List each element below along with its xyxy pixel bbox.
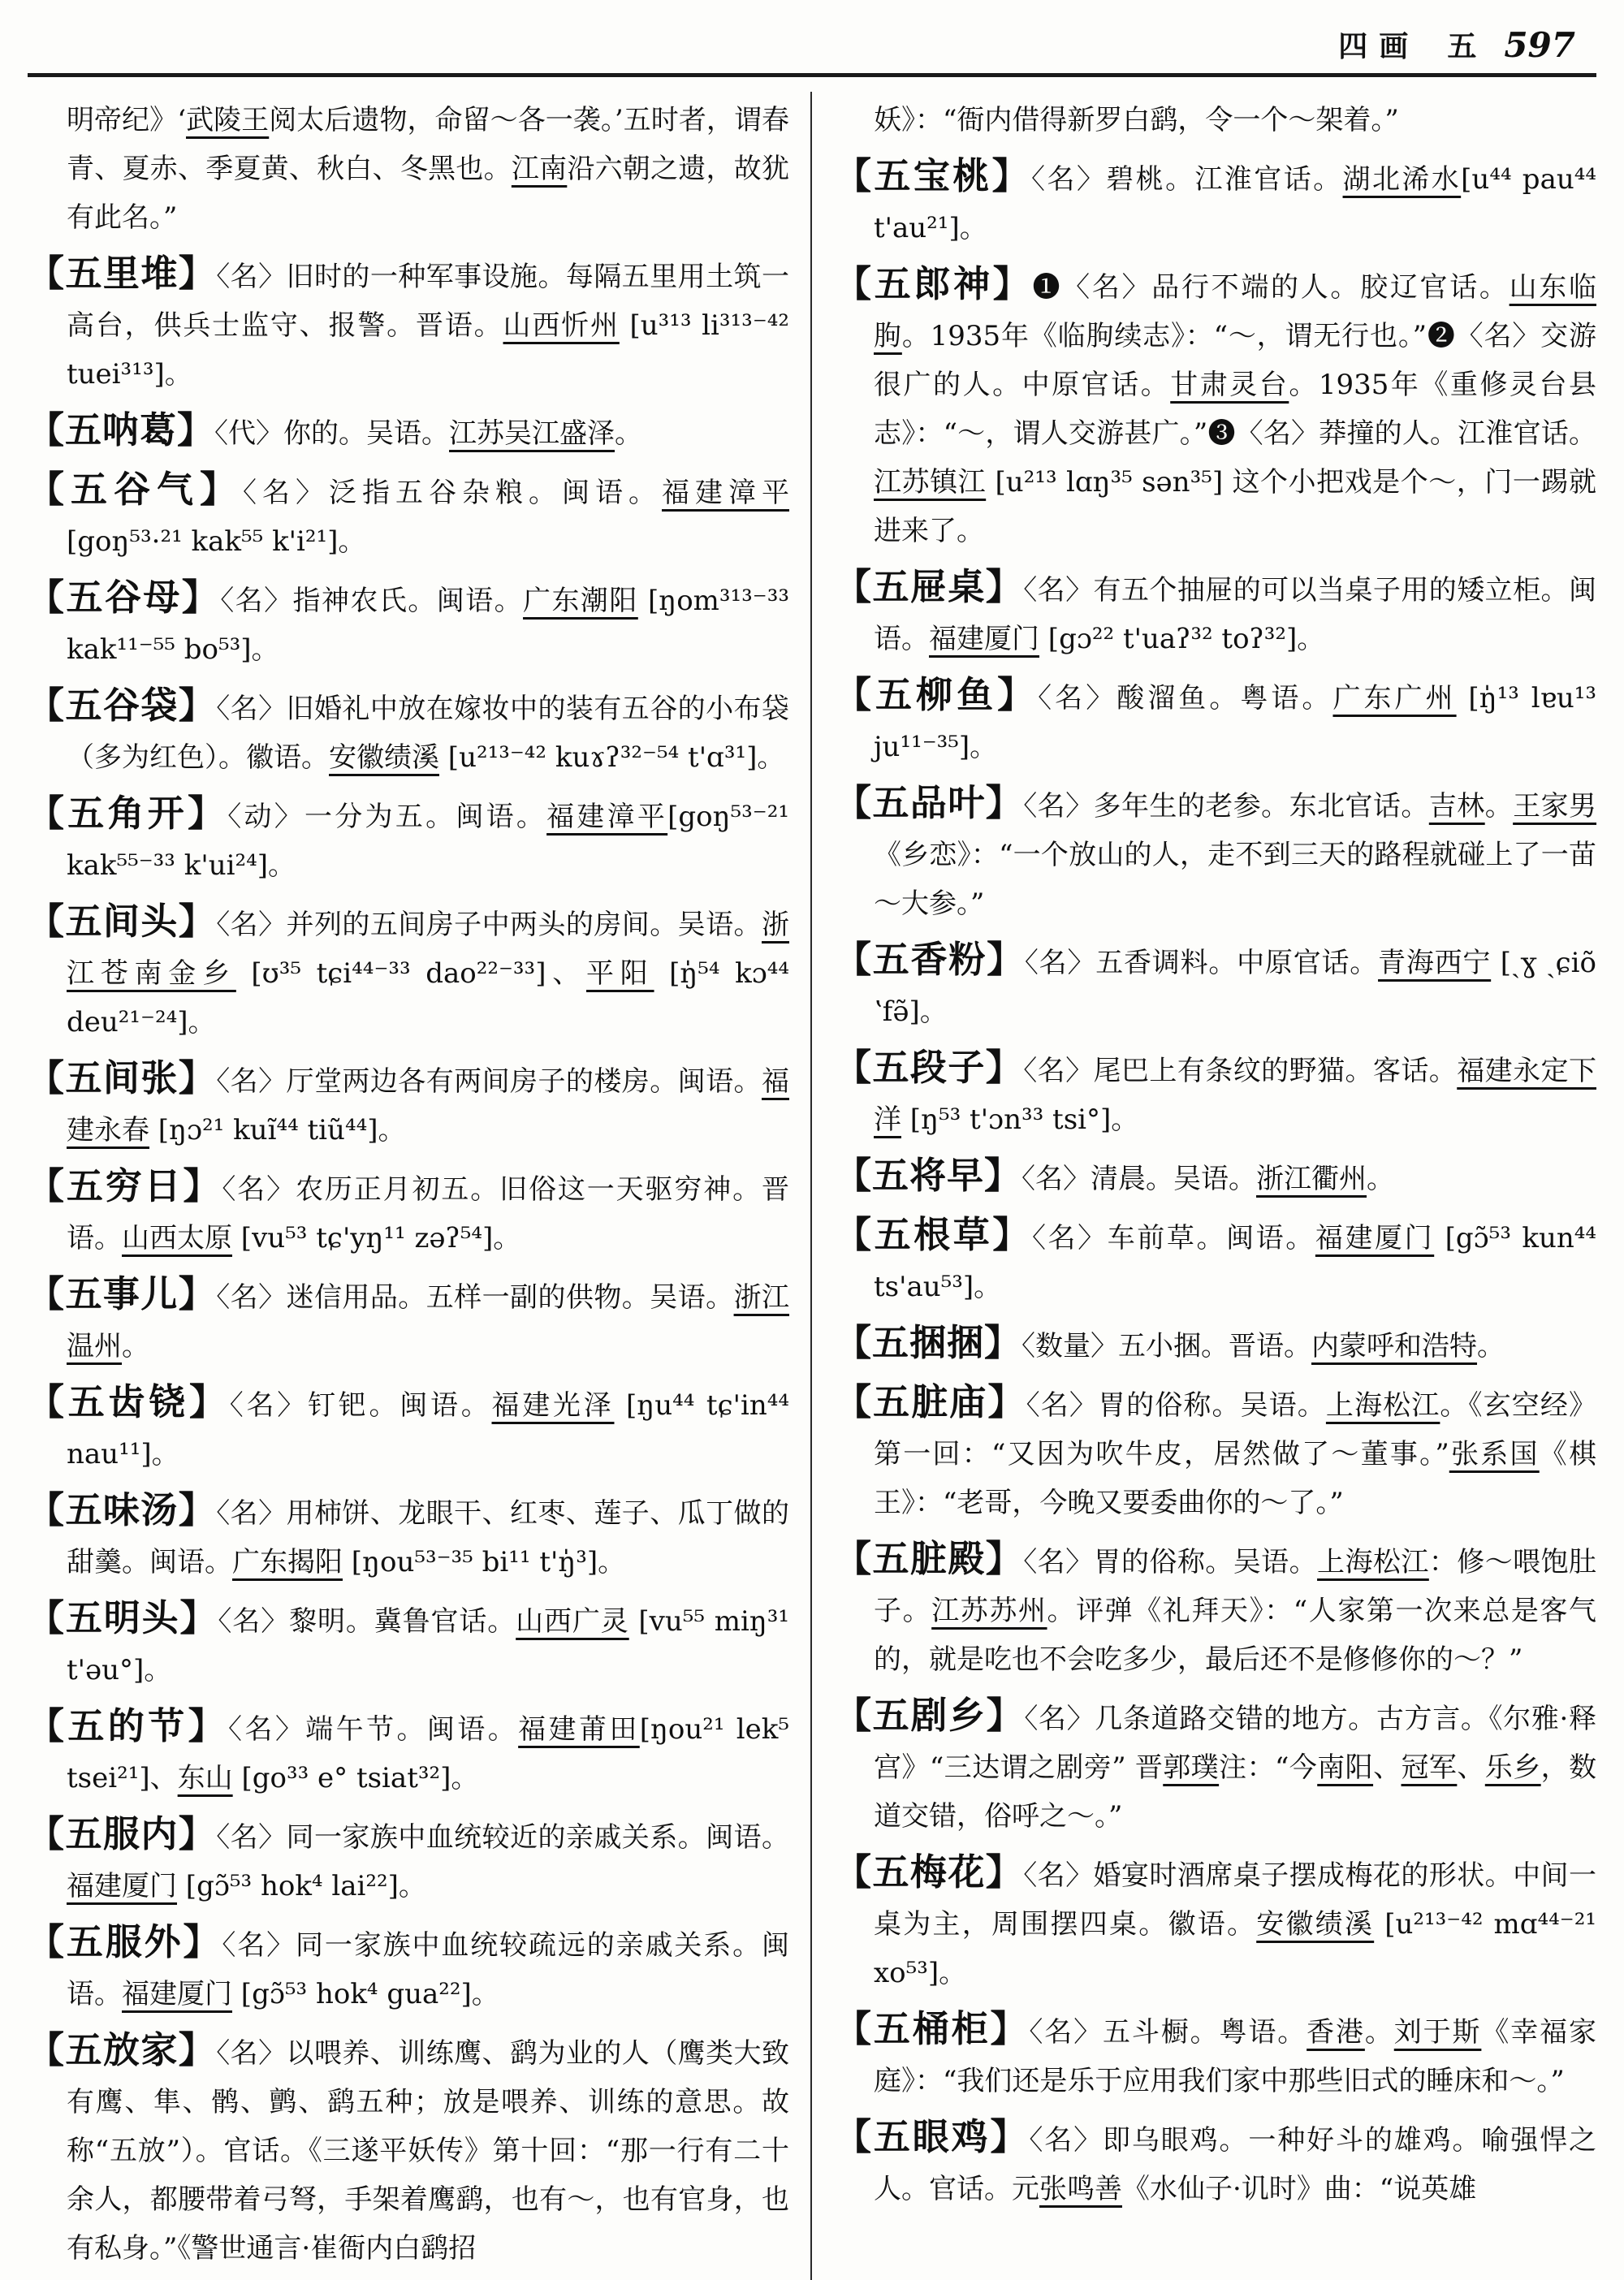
entry-text: 。 — [122, 1330, 149, 1362]
entry-text: 。评弹《礼拜天》：“人家第一次来总是客气的，就是吃也不会吃多少，最后还不是修修你的～？” — [874, 1595, 1596, 1676]
entry-text: 〈名〉以喂养、训练鹰、鹞为业的人（鹰类大致有鹰、隼、鹘、鹯、鹞五种；放是喂养、训练的意思。故称“五放”）。官话。《三遂平妖传》第十回：“那一行有二十余人，都腰带着弓弩，手架着鹰鹞，也有～，也有官身，也有私身。”《警世通言·崔衙内白鹞招 — [67, 2037, 789, 2265]
entry-text: [u⁴⁴ pau⁴⁴ t'au²¹]。 — [874, 163, 1597, 244]
entry-text: 〈动〉一分为五。闽语。 — [227, 801, 547, 833]
proper-noun: 上海松江 — [1317, 1546, 1429, 1578]
entry-text: 。 — [1484, 790, 1514, 823]
page-number: 597 — [1504, 25, 1575, 65]
proper-noun: 安徽绩溪 — [329, 741, 439, 774]
two-column-layout — [28, 92, 1596, 2280]
entry-text: [ʊ³⁵ tɕi⁴⁴⁻³³ dao²²⁻³³]、 — [235, 957, 586, 990]
entry-text: 〈名〉多年生的老参。东北官话。 — [1023, 790, 1429, 823]
proper-noun: 吉林 — [1428, 790, 1485, 823]
dictionary-entry — [28, 465, 789, 566]
entry-headword: 【五根草】 — [835, 1213, 1032, 1256]
entry-headword: 【五味汤】 — [28, 1488, 217, 1531]
entry-headword: 【五呐葛】 — [28, 408, 215, 451]
dictionary-entry — [28, 1054, 789, 1155]
entry-text: [ŋom³¹³⁻³³ kak¹¹⁻⁵⁵ bo⁵³]。 — [67, 585, 790, 666]
entry-text: 。 — [615, 417, 643, 450]
proper-noun: 山西广灵 — [516, 1605, 629, 1638]
dictionary-entry — [835, 779, 1596, 928]
entry-headword: 【五谷袋】 — [28, 684, 217, 727]
dictionary-entry — [835, 1319, 1596, 1371]
dictionary-entry — [28, 1810, 789, 1911]
dictionary-entry — [835, 563, 1596, 663]
entry-text: 。 — [1364, 2016, 1394, 2049]
proper-noun: 福建漳平 — [546, 801, 668, 833]
entry-headword: 【五角开】 — [28, 792, 228, 835]
dictionary-entry — [28, 406, 789, 458]
entry-headword: 【五间张】 — [28, 1056, 217, 1099]
entry-text: 〈名〉车前草。闽语。 — [1031, 1222, 1315, 1254]
proper-noun: 山西太原 — [122, 1222, 232, 1254]
proper-noun: 内蒙呼和浩特 — [1311, 1330, 1478, 1362]
entry-text: [goŋ⁵³⁻²¹ kak⁵⁵⁻³³ k'ui²⁴]。 — [67, 801, 789, 882]
entry-text: 〈名〉并列的五间房子中两头的房间。吴语。 — [216, 909, 762, 941]
entry-text: 、 — [1457, 1751, 1485, 1784]
entry-text: 〈名〉用柿饼、龙眼干、红枣、莲子、瓜丁做的甜羹。闽语。 — [67, 1497, 789, 1578]
proper-noun: 平阳 — [586, 957, 654, 990]
entry-headword: 【五的节】 — [28, 1704, 229, 1747]
dictionary-entry — [28, 2026, 789, 2273]
proper-noun: 江苏吴江盛泽 — [449, 417, 615, 450]
dictionary-entry — [835, 1691, 1596, 1841]
dictionary-entry — [835, 1378, 1596, 1527]
proper-noun: 浙江温州 — [67, 1281, 790, 1362]
entry-headword: 【五柳鱼】 — [835, 673, 1039, 716]
proper-noun: 山东临朐 — [874, 271, 1596, 352]
proper-noun: 青海西宁 — [1378, 947, 1492, 979]
entry-text: 《乡恋》：“一个放山的人，走不到三天的路程就碰上了一苗～大参。” — [874, 839, 1596, 920]
dictionary-entry — [28, 897, 789, 1047]
entry-text: [goŋ⁵³·²¹ kak⁵⁵ k'i²¹]。 — [67, 525, 366, 558]
header-rule — [28, 73, 1596, 77]
entry-headword: 【五谷气】 — [28, 468, 243, 511]
proper-noun: 福建厦门 — [929, 623, 1039, 655]
character-label: 五 — [1447, 29, 1477, 63]
dictionary-entry — [835, 152, 1596, 253]
entry-text: 〈名〉厅堂两边各有两间房子的楼房。闽语。 — [216, 1065, 762, 1098]
proper-noun: 南阳 — [1317, 1751, 1374, 1784]
dictionary-entry — [835, 671, 1596, 771]
proper-noun: 冠军 — [1401, 1751, 1458, 1784]
entry-headword: 【五香粉】 — [835, 938, 1025, 981]
entry-text: 〈名〉旧时的一种军事设施。每隔五里用土筑一高台，供兵士监守、报警。晋语。 — [67, 261, 789, 342]
entry-text: [ŋ⁵³ t'ɔn³³ tsi°]。 — [901, 1103, 1139, 1136]
entry-text: 《水仙子·讥时》曲：“说英雄 — [1122, 2173, 1477, 2205]
entry-text: 〈数量〉五小捆。晋语。 — [1021, 1330, 1312, 1362]
dictionary-entry — [835, 935, 1596, 1036]
proper-noun: 福建厦门 — [67, 1870, 177, 1902]
entry-text: 。1935年《重修灵台县志》：“～，谓人交游甚广。”❸〈名〉莽撞的人。江淮官话。 — [874, 369, 1597, 450]
entry-headword: 【五放家】 — [28, 2028, 217, 2071]
entry-text: [ŋou²¹ lek⁵ tsei²¹]、 — [67, 1713, 789, 1794]
entry-text: ❶〈名〉品行不端的人。胶辽官话。 — [1032, 271, 1510, 304]
entry-text: 。《玄空经》第一回：“又因为吹牛皮，居然做了～董事。” — [874, 1389, 1597, 1470]
entry-text: 〈名〉同一家族中血统较疏远的亲戚关系。闽语。 — [67, 1929, 789, 2010]
entry-text: 〈名〉端午节。闽语。 — [228, 1713, 519, 1746]
entry-headword: 【五里堆】 — [28, 252, 217, 295]
entry-continuation — [835, 96, 1596, 145]
proper-noun: 湖北浠水 — [1342, 163, 1462, 196]
entry-text: [ˎɣ ˎɕiõ ʽfə̃]。 — [874, 947, 1597, 1028]
section-label: 四画 — [1338, 29, 1420, 63]
entry-text: 〈名〉即乌眼鸡。一种好斗的雄鸡。喻强悍之人。官话。元 — [874, 2124, 1596, 2205]
entry-text: 〈名〉五斗橱。粤语。 — [1029, 2016, 1307, 2049]
entry-text: [ŋou⁵³⁻³⁵ bi¹¹ t'ŋ̍³]。 — [343, 1546, 626, 1578]
entry-text: 〈名〉指神农氏。闽语。 — [220, 585, 524, 617]
proper-noun: 福建光泽 — [491, 1389, 615, 1422]
entry-text: 〈名〉有五个抽屉的可以当桌子用的矮立柜。闽语。 — [874, 574, 1596, 655]
proper-noun: 张系国 — [1449, 1438, 1540, 1470]
dictionary-entry — [28, 1162, 789, 1263]
entry-text: 〈代〉你的。吴语。 — [214, 417, 450, 450]
entry-text: 。1935年《临朐续志》：“～，谓无行也。”❷〈名〉交游很广的人。中原官话。 — [874, 320, 1596, 401]
dictionary-entry — [28, 249, 789, 399]
proper-noun: 广东揭阳 — [232, 1546, 343, 1578]
proper-noun: 乐乡 — [1484, 1751, 1541, 1784]
proper-noun: 山西忻州 — [503, 309, 620, 342]
left-column — [28, 92, 810, 2280]
dictionary-entry — [28, 1918, 789, 2019]
proper-noun: 上海松江 — [1325, 1389, 1440, 1422]
proper-noun: 广东潮阳 — [523, 585, 638, 617]
entry-text: [u²¹³⁻⁴² mɑ⁴⁴⁻²¹ xo⁵³]。 — [874, 1908, 1597, 1989]
dictionary-entry — [28, 1594, 789, 1695]
entry-headword: 【五梅花】 — [835, 1850, 1024, 1894]
proper-noun: 东山 — [177, 1762, 233, 1794]
entry-text: 〈名〉碧桃。江淮官话。 — [1031, 163, 1343, 196]
entry-headword: 【五脏殿】 — [835, 1537, 1024, 1580]
proper-noun: 王家男 — [1513, 790, 1597, 823]
entry-headword: 【五间头】 — [28, 900, 217, 943]
entry-text: [vu⁵³ tɕ'yŋ¹¹ zəʔ⁵⁴]。 — [232, 1222, 521, 1254]
dictionary-entry — [835, 1535, 1596, 1684]
proper-noun: 浙江苍南金乡 — [67, 909, 789, 990]
entry-text: 〈名〉胃的俗称。吴语。 — [1023, 1546, 1318, 1578]
entry-text: 〈名〉五香调料。中原官话。 — [1024, 947, 1379, 979]
entry-text: 沿六朝之遗，故犹有此名。” — [67, 153, 790, 234]
entry-headword: 【五服外】 — [28, 1920, 222, 1963]
proper-noun: 浙江衢州 — [1256, 1163, 1367, 1195]
entry-headword: 【五穷日】 — [28, 1164, 222, 1207]
entry-text: 、 — [1373, 1751, 1402, 1784]
entry-text: [ŋ̍¹³ lɐu¹³ ju¹¹⁻³⁵]。 — [874, 682, 1596, 763]
dictionary-entry — [28, 1270, 789, 1371]
entry-text: 〈名〉几条道路交错的地方。古方言。《尔雅·释宫》“三达谓之剧旁” 晋 — [874, 1703, 1596, 1784]
entry-text: 明帝纪》‘ — [67, 104, 187, 136]
entry-text: [gɔ̃⁵³ hok⁴ gua²²]。 — [232, 1978, 499, 2010]
entry-text: 〈名〉婚宴时酒席桌子摆成梅花的形状。中间一桌为主，周围摆四桌。徽语。 — [874, 1859, 1596, 1941]
entry-text: 〈名〉农历正月初五。旧俗这一天驱穷神。晋语。 — [67, 1173, 789, 1254]
entry-headword: 【五服内】 — [28, 1812, 217, 1855]
entry-continuation — [28, 96, 789, 242]
dictionary-entry — [835, 2113, 1596, 2213]
entry-text: 注：“今 — [1219, 1751, 1318, 1784]
entry-text: [ŋu⁴⁴ tɕ'in⁴⁴ nau¹¹]。 — [67, 1389, 789, 1470]
entry-headword: 【五段子】 — [835, 1046, 1024, 1089]
entry-text: 〈名〉清晨。吴语。 — [1021, 1163, 1257, 1195]
proper-noun: 郭璞 — [1163, 1751, 1220, 1784]
proper-noun: 广东广州 — [1332, 682, 1457, 715]
entry-headword: 【五明头】 — [28, 1596, 218, 1639]
entry-headword: 【五屉桌】 — [835, 565, 1024, 608]
entry-text: 〈名〉酸溜鱼。粤语。 — [1038, 682, 1333, 715]
proper-noun: 江南 — [511, 153, 568, 185]
dictionary-entry — [28, 1702, 789, 1803]
entry-text: 〈名〉迷信用品。五样一副的供物。吴语。 — [216, 1281, 734, 1314]
entry-text: [u³¹³ li³¹³⁻⁴² tuei³¹³]。 — [67, 309, 790, 391]
proper-noun: 江苏镇江 — [874, 466, 987, 499]
proper-noun: 张鸣善 — [1039, 2173, 1122, 2205]
proper-noun: 福建厦门 — [122, 1978, 232, 2010]
entry-headword: 【五宝桃】 — [835, 154, 1032, 197]
dictionary-entry — [28, 681, 789, 782]
proper-noun: 福建厦门 — [1315, 1222, 1435, 1254]
entry-text: [ŋ̍⁵⁴ kɔ⁴⁴ deu²¹⁻²⁴]。 — [67, 957, 790, 1039]
dictionary-entry — [28, 789, 789, 890]
entry-text: [gɔ̃⁵³ hok⁴ lai²²]。 — [177, 1870, 426, 1902]
entry-text: 〈名〉旧婚礼中放在嫁妆中的装有五谷的小布袋（多为红色）。徽语。 — [67, 693, 789, 774]
entry-text: [gɔ̃⁵³ kun⁴⁴ ts'au⁵³]。 — [874, 1222, 1597, 1303]
entry-headword: 【五谷母】 — [28, 576, 221, 619]
dictionary-entry — [28, 1486, 789, 1587]
entry-text: [ŋɔ²¹ kuĩ⁴⁴ tiũ⁴⁴]。 — [149, 1114, 406, 1146]
entry-text: 〈名〉同一家族中血统较近的亲戚关系。闽语。 — [216, 1821, 789, 1854]
entry-headword: 【五品叶】 — [835, 781, 1024, 824]
entry-text: 《幸福家庭》：“我们还是乐于应用我们家中那些旧式的睡床和～。” — [874, 2016, 1596, 2097]
entry-text: 。 — [1367, 1163, 1395, 1195]
entry-text: [u²¹³⁻⁴² kuɤʔ³²⁻⁵⁴ t'ɑ³¹]。 — [439, 741, 785, 774]
dictionary-entry — [835, 260, 1596, 555]
dictionary-entry — [835, 1043, 1596, 1144]
entry-text: 阅太后遗物，命留～各一袭。’五时者，谓春青、夏赤、季夏黄、秋白、冬黑也。 — [67, 104, 790, 185]
entry-text: 。 — [1477, 1330, 1505, 1362]
proper-noun: 刘于斯 — [1393, 2016, 1482, 2049]
entry-headword: 【五剧乡】 — [835, 1694, 1025, 1737]
page-header — [28, 18, 1596, 65]
entry-text: 〈名〉钉钯。闽语。 — [229, 1389, 492, 1422]
entry-headword: 【五将早】 — [835, 1154, 1022, 1197]
entry-text: [go³³ e° tsiat³²]。 — [232, 1762, 479, 1794]
proper-noun: 甘肃灵台 — [1170, 369, 1289, 401]
entry-headword: 【五事儿】 — [28, 1272, 217, 1315]
entry-text: 〈名〉泛指五谷杂粮。闽语。 — [243, 477, 662, 509]
dictionary-entry — [835, 1848, 1596, 1997]
dictionary-entry — [835, 1211, 1596, 1311]
entry-text: [u²¹³ lɑŋ³⁵ sən³⁵] 这个小把戏是个～，门一踢就进来了。 — [874, 466, 1596, 547]
proper-noun: 福建永春 — [67, 1065, 789, 1146]
entry-headword: 【五脏庙】 — [835, 1380, 1026, 1423]
entry-text: 《棋王》：“老哥，今晚又要委曲你的～了。” — [874, 1438, 1596, 1519]
entry-text: ：修～喂饱肚子。 — [874, 1546, 1597, 1627]
entry-text: [gɔ²² t'uaʔ³² toʔ³²]。 — [1039, 623, 1325, 655]
dictionary-entry — [835, 2005, 1596, 2105]
entry-headword: 【五桶柜】 — [835, 2007, 1030, 2050]
dictionary-entry — [835, 1151, 1596, 1203]
entry-text: 〈名〉尾巴上有条纹的野猫。客话。 — [1023, 1055, 1458, 1087]
entry-text: 〈名〉胃的俗称。吴语。 — [1026, 1389, 1326, 1422]
proper-noun: 福建莆田 — [518, 1713, 640, 1746]
entry-text: 妖》：“衙内借得新罗白鹞，令一个～架着。” — [874, 104, 1399, 136]
entry-text: 〈名〉黎明。冀鲁官话。 — [218, 1605, 516, 1638]
proper-noun: 福建漳平 — [662, 477, 789, 509]
entry-text: [vu⁵⁵ miŋ³¹ t'əu°]。 — [67, 1605, 789, 1686]
dictionary-entry — [28, 573, 789, 674]
proper-noun: 江苏苏州 — [931, 1595, 1047, 1627]
proper-noun: 安徽绩溪 — [1256, 1908, 1375, 1941]
entry-headword: 【五郎神】 — [835, 262, 1033, 305]
dictionary-entry — [28, 1378, 789, 1479]
entry-headword: 【五捆捆】 — [835, 1321, 1022, 1364]
entry-headword: 【五齿铙】 — [28, 1380, 230, 1423]
proper-noun: 武陵王 — [186, 104, 270, 136]
entry-text: ，数道交错，俗呼之～。” — [874, 1751, 1597, 1833]
proper-noun: 香港 — [1307, 2016, 1365, 2049]
proper-noun: 福建永定下洋 — [874, 1055, 1596, 1136]
entry-headword: 【五眼鸡】 — [835, 2115, 1030, 2158]
right-column — [810, 92, 1596, 2280]
